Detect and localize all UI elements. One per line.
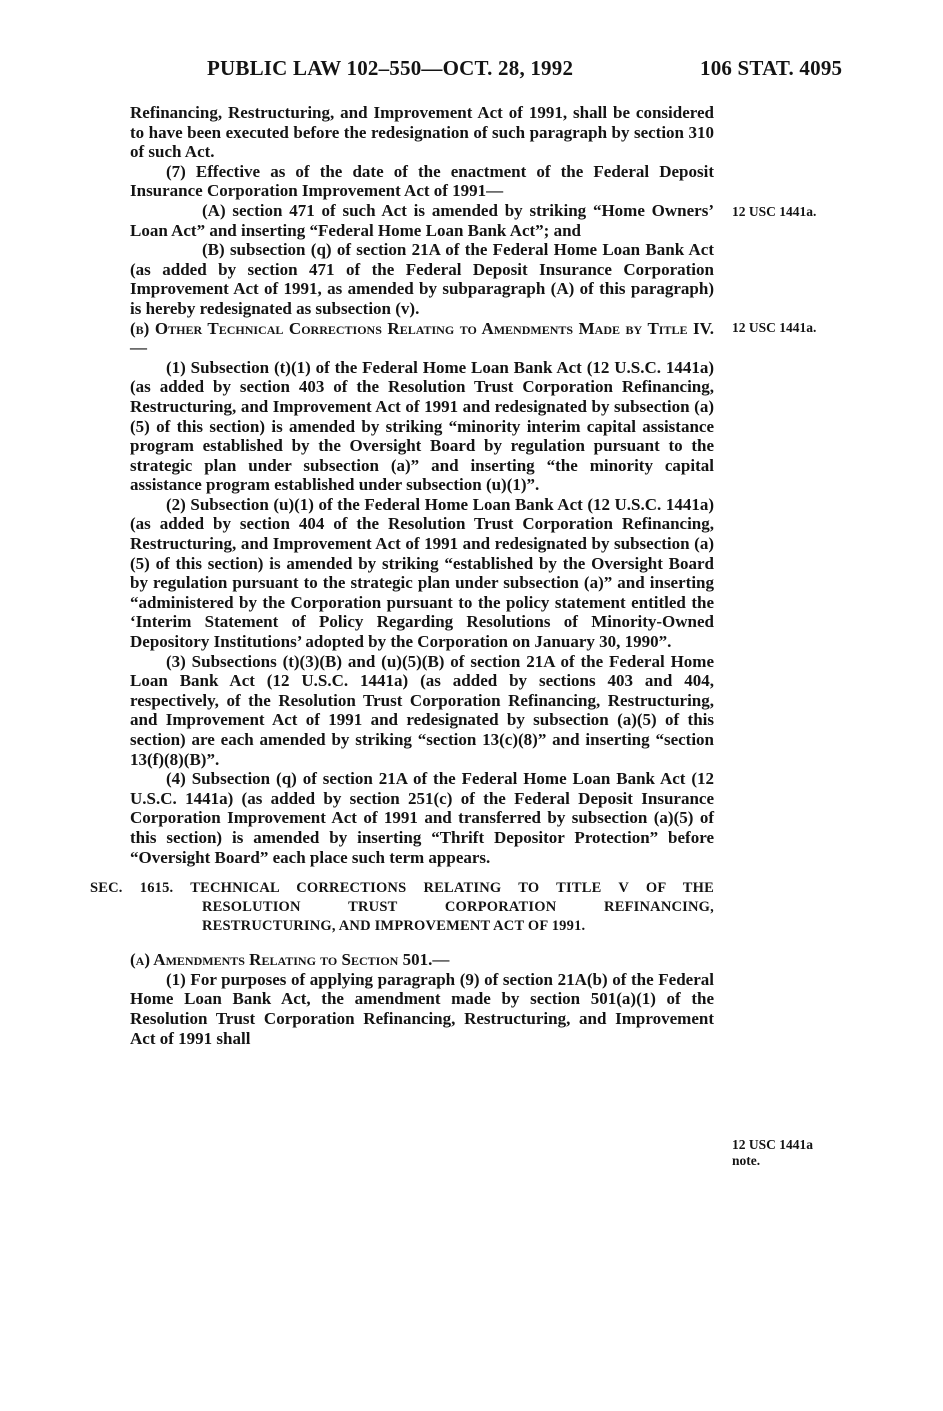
paragraph-b4: (4) Subsection (q) of section 21A of the Federal Home Loan Bank Act (12 U.S.C. 1441a) (as added by section 251(c) of the Federal Deposit Insurance Corporation Improvement Act of 1991 and transferred by subsection (a)(5) of this section) is amended by inserting “Thrift Depositor Protection” before “Oversight Board” each place such term appears. bbox=[130, 769, 714, 867]
paragraph-7: (7) Effective as of the date of the enactment of the Federal Deposit Insurance Corporation Improvement Act of 1991— bbox=[130, 161, 714, 201]
subparagraph-7a: (A) section 471 of such Act is amended by striking “Home Owners’ Loan Act” and inserting “Federal Home Loan Bank Act”; and bbox=[130, 200, 714, 240]
subsection-b-heading bbox=[90, 319, 714, 358]
subparagraph-7b: (B) subsection (q) of section 21A of the Federal Home Loan Bank Act (as added by section 471 of the Federal Deposit Insurance Corporation Improvement Act of 1991, as amended by subparagraph (A) of this paragraph) is hereby redesignated as subsection (v). bbox=[130, 240, 714, 318]
paragraph-b2: (2) Subsection (u)(1) of the Federal Home Loan Bank Act (12 U.S.C. 1441a) (as added by section 404 of the Resolution Trust Corporation Refinancing, Restructuring, and Improvement Act of 1991 and redesignated by subsection (a)(5) of this section) is amended by striking “established by the Oversight Board by regulation pursuant to the strategic plan under subsection (a)” and inserting “administered by the Corporation pursuant to the policy statement entitled the ‘Interim Statement of Policy Regarding Resolutions of Minority-Owned Depository Institutions’ adopted by the Corporation on January 30, 1990”. bbox=[130, 494, 714, 652]
running-header-right: 106 STAT. 4095 bbox=[700, 56, 843, 80]
statute-body bbox=[90, 103, 714, 1048]
section-heading-line-2: RESOLUTION TRUST CORPORATION REFINANCING, bbox=[202, 899, 714, 916]
section-1615-heading bbox=[90, 879, 714, 936]
running-header-left: PUBLIC LAW 102–550—OCT. 28, 1992 bbox=[207, 56, 574, 80]
margin-note-citation: 12 USC 1441a. bbox=[732, 204, 817, 219]
subsection-a-heading: (a) Amendments Relating to Section 501.— bbox=[130, 950, 450, 970]
paragraph-b1: (1) Subsection (t)(1) of the Federal Home Loan Bank Act (12 U.S.C. 1441a) (as added by section 403 of the Resolution Trust Corporation Refinancing, Restructuring, and Improvement Act of 1991 and redesignated by subsection (a)(5) of this section) is amended by striking “minority interim capital assistance program established by the Oversight Board by regulation pursuant to the strategic plan under subsection (a)” and inserting “the minority capital assistance program established under subsection (u)(1)”. bbox=[130, 357, 714, 495]
paragraph-b3: (3) Subsections (t)(3)(B) and (u)(5)(B) of section 21A of the Federal Home Loan Bank Act (12 U.S.C. 1441a) (as added by sections 403 and 404, respectively, of the Resolution Trust Corporation Refinancing, Restructuring, and Improvement Act of 1991 and redesignated by subsection (a)(5) of this section) are each amended by striking “section 13(c)(8)” and inserting “section 13(f)(8)(B)”. bbox=[130, 651, 714, 769]
section-heading-line-3: RESTRUCTURING, AND IMPROVEMENT ACT OF 1991. bbox=[202, 918, 586, 935]
paragraph-continuation: Refinancing, Restructuring, and Improvement Act of 1991, shall be considered to have been executed before the redesignation of such paragraph by section 310 of such Act. bbox=[130, 103, 714, 162]
subsection-b-heading-text: (b) Other Technical Corrections Relating to Amendments Made by Title IV.— bbox=[130, 318, 714, 358]
margin-note-citation: 12 USC 1441a. bbox=[732, 320, 817, 335]
section-heading-line-1: SEC. 1615. TECHNICAL CORRECTIONS RELATING TO TITLE V OF THE bbox=[90, 880, 714, 897]
paragraph-a1: (1) For purposes of applying paragraph (9) of section 21A(b) of the Federal Home Loan Bank Act, the amendment made by section 501(a)(1) of the Resolution Trust Corporation Refinancing, Restructuring, and Improvement Act of 1991 shall bbox=[130, 969, 714, 1048]
margin-note-citation-suffix: note. bbox=[732, 1153, 761, 1168]
margin-note-citation: 12 USC 1441a bbox=[732, 1137, 814, 1152]
